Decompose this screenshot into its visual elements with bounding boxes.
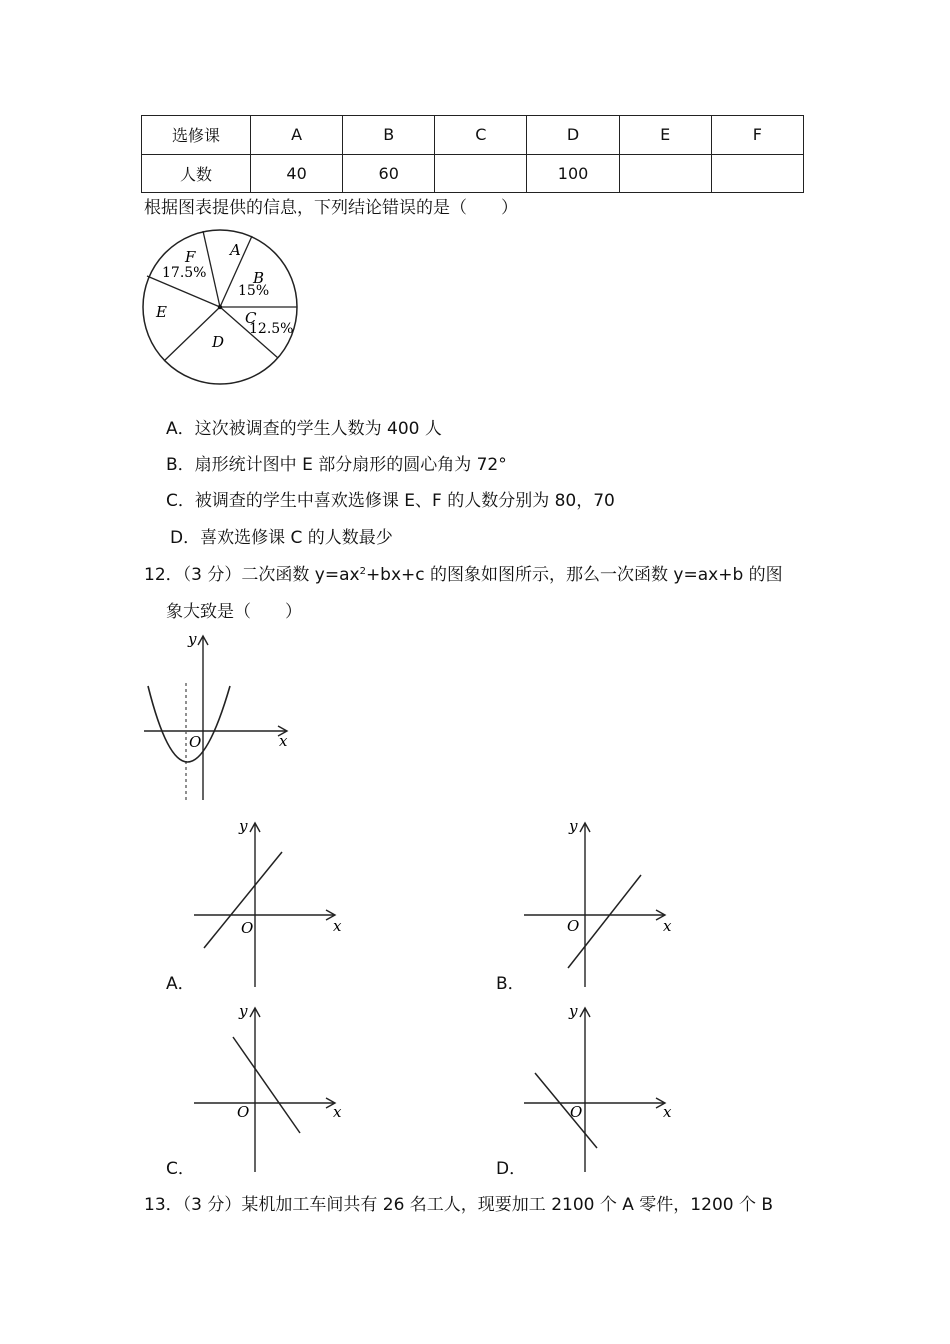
pie-label-b: B [253, 269, 265, 287]
table-count: 40 [251, 154, 343, 193]
q11-prompt: 根据图表提供的信息，下列结论错误的是（ ） [144, 198, 518, 218]
pie-label-c: C [245, 309, 257, 327]
pie-pct-c: 12.5% [249, 321, 294, 337]
table-course: B [343, 116, 435, 155]
parabola-graph [140, 628, 300, 808]
q12-stem-line2: 象大致是（ ） [166, 602, 302, 622]
q12-superscript: 2 [359, 566, 366, 577]
axis-x-label: x [279, 732, 288, 750]
table-course: C [435, 116, 527, 155]
axis-x-label: x [333, 917, 342, 935]
origin-label: O [241, 919, 254, 937]
origin-label: O [567, 917, 580, 935]
axis-y-label: y [188, 630, 197, 648]
table-header-label: 选修课 [142, 116, 251, 155]
axis-x-label: x [663, 917, 672, 935]
table-course: F [711, 116, 803, 155]
table-count [619, 154, 711, 193]
pie-center [218, 305, 222, 309]
choice-b-label: B． [496, 974, 525, 994]
pie-pct-b: 15% [238, 283, 270, 299]
table-course: E [619, 116, 711, 155]
q11-option-c: C．被调查的学生中喜欢选修课 E、F 的人数分别为 80，70 [166, 491, 615, 511]
table-course: A [251, 116, 343, 155]
q11-option-d: D．喜欢选修课 C 的人数最少 [170, 528, 393, 548]
table-count-row [142, 154, 804, 193]
table-course: D [527, 116, 619, 155]
table-header-row [142, 116, 804, 155]
course-table [141, 115, 804, 193]
axis-y-label: y [569, 817, 578, 835]
q11-option-a: A．这次被调查的学生人数为 400 人 [166, 419, 442, 439]
axis-x-label: x [663, 1103, 672, 1121]
q13-number: 13． [144, 1195, 183, 1215]
axis-y-label: y [239, 1002, 248, 1020]
q12-score: （3 分） [182, 565, 242, 585]
pie-label-d: D [212, 333, 225, 351]
q12-stem-line1 [144, 567, 783, 584]
q13-text: （3 分）某机加工车间共有 26 名工人，现要加工 2100 个 A 零件，1200 个 B [182, 1195, 774, 1215]
q12-number: 12． [144, 565, 183, 585]
choice-a-graph [190, 815, 350, 990]
line-graph [535, 1073, 597, 1148]
pie-chart [140, 225, 305, 390]
q13-stem [144, 1197, 773, 1214]
table-row-label: 人数 [142, 154, 251, 193]
axis-y-label: y [569, 1002, 578, 1020]
table-count [711, 154, 803, 193]
choice-c-label: C． [166, 1159, 195, 1179]
q12-text-pre: 二次函数 y=ax [241, 565, 360, 585]
origin-label: O [570, 1103, 583, 1121]
pie-label-e: E [156, 303, 167, 321]
choice-d-label: D． [496, 1159, 527, 1179]
pie-label-f: F [185, 248, 196, 266]
axis-x-label: x [333, 1103, 342, 1121]
table-count [435, 154, 527, 193]
table-count: 60 [343, 154, 435, 193]
axis-y-label: y [239, 817, 248, 835]
q12-text-post: +bx+c 的图象如图所示，那么一次函数 y=ax+b 的图 [365, 565, 783, 585]
choice-c-graph [190, 1000, 350, 1175]
origin-label: O [189, 733, 202, 751]
choice-b-graph [520, 815, 680, 990]
pie-label-a: A [230, 241, 241, 259]
pie-pct-f: 17.5% [162, 265, 207, 281]
choice-a-label: A． [166, 974, 195, 994]
origin-label: O [237, 1103, 250, 1121]
table-count: 100 [527, 154, 619, 193]
q11-option-b: B．扇形统计图中 E 部分扇形的圆心角为 72° [166, 455, 507, 475]
choice-d-graph [520, 1000, 680, 1175]
